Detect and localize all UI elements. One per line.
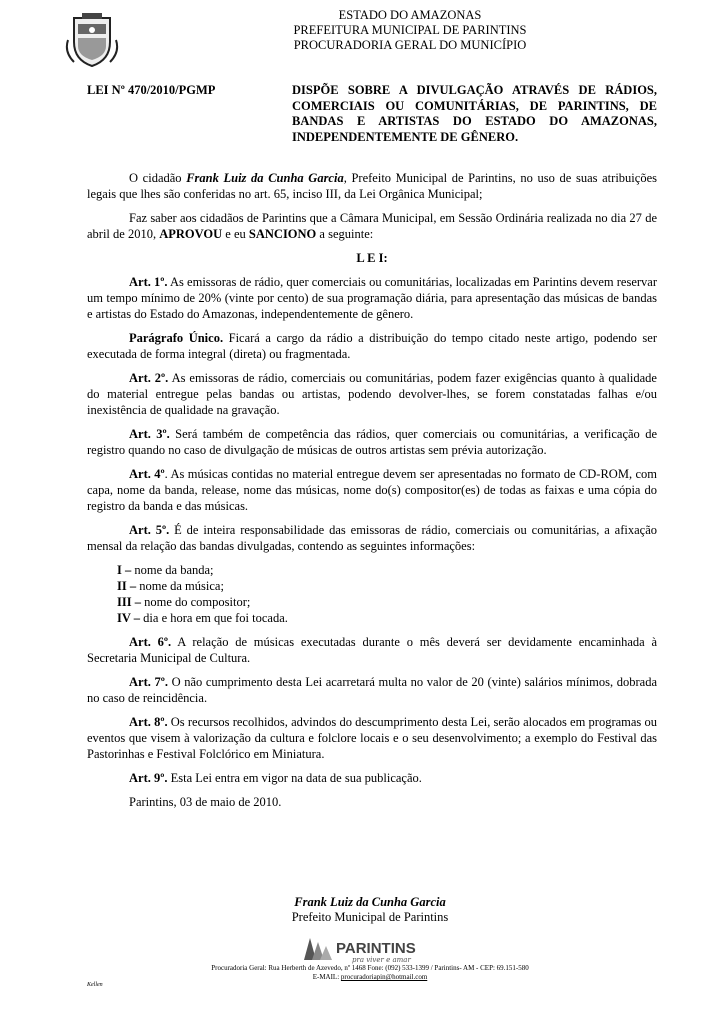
list-item: II – nome da música;: [117, 579, 224, 593]
parintins-logo-icon: [300, 934, 440, 964]
law-number: LEI Nº 470/2010/PGMP: [87, 83, 216, 97]
article-9: Art. 9º. Esta Lei entra em vigor na data de sua publicação.: [129, 771, 422, 785]
article-7: Art. 7º. O não cumprimento desta Lei acarretará multa no valor de 20 (vinte) salários mínimos, dobrada no caso de reincidência.: [87, 675, 658, 705]
place-date: Parintins, 03 de maio de 2010.: [129, 795, 282, 809]
coat-of-arms-icon: [64, 12, 120, 68]
signatory-name: Frank Luiz da Cunha Garcia: [294, 895, 446, 909]
list-item: III – nome do compositor;: [117, 595, 251, 609]
email-link[interactable]: procuradoriapin@hotmail.com: [340, 973, 428, 981]
typist-initials: Kellen: [87, 982, 103, 988]
logo-word: PARINTINS: [336, 940, 416, 957]
signatory-role: Prefeito Municipal de Parintins: [291, 910, 449, 924]
article-1: Art. 1º. As emissoras de rádio, quer comerciais ou comunitárias, localizadas em Parintins devem reservar um tempo mínimo de 20% (vinte por cento) de sua programação diária, para apresentação das músicas de bandas e artistas do Estado do Amazonas, independentemente de gênero.: [87, 275, 657, 321]
footer-address: Procuradoria Geral: Rua Herberth de Azevedo, nº 1468 Fone: (092) 533-1399 / Parintins- AM - CEP: 69.151-580: [211, 964, 529, 972]
signature-block: [230, 895, 510, 925]
letterhead: [260, 8, 560, 53]
paragrafo-unico: Parágrafo Único. Ficará a cargo da rádio a distribuição do tempo citado neste artigo, podendo ser executada de forma integral (direta) ou fragmentada.: [87, 331, 657, 361]
article-5-items: [87, 562, 657, 626]
intro-paragraph-1: O cidadão Frank Luiz da Cunha Garcia, Prefeito Municipal de Parintins, no uso de suas atribuições legais que lhes são conferidas no art. 65, inciso III, da Lei Orgânica Municipal;: [87, 171, 657, 201]
article-3: Art. 3º. Será também de competência das rádios, quer comerciais ou comunitárias, a verificação de registro quando no caso de divulgação de músicas de outros artistas sem prévia autorização.: [87, 427, 657, 457]
header-prefeitura: PREFEITURA MUNICIPAL DE PARINTINS: [293, 23, 527, 37]
law-body: [87, 170, 657, 818]
list-item: IV – dia e hora em que foi tocada.: [117, 611, 288, 625]
header-procuradoria: PROCURADORIA GERAL DO MUNICÍPIO: [293, 38, 527, 52]
lei-heading: L E I:: [356, 251, 388, 265]
logo-tagline: pra viver e amar: [352, 956, 411, 964]
header-state: ESTADO DO AMAZONAS: [338, 8, 482, 22]
footer: [150, 964, 590, 982]
law-ementa: DISPÕE SOBRE A DIVULGAÇÃO ATRAVÉS DE RÁDIOS, COMERCIAIS OU COMUNITÁRIAS, DE PARINTINS, DE BANDAS E ARTISTAS DO ESTADO DO AMAZONAS, INDEPENDENTEMENTE DE GÊNERO.: [292, 83, 657, 144]
article-2: Art. 2º. As emissoras de rádio, comerciais ou comunitárias, podem fazer exigências quanto à qualidade do material entregue pelas bandas ou artistas, podendo devolver-lhes, se forem constatadas falhas e/ou inexistência de qualidade na gravação.: [87, 371, 657, 417]
intro-paragraph-2: Faz saber aos cidadãos de Parintins que a Câmara Municipal, em Sessão Ordinária realizada no dia 27 de abril de 2010, APROVOU e eu SANCIONO a seguinte:: [87, 211, 657, 241]
list-item: I – nome da banda;: [117, 563, 214, 577]
article-8: Art. 8º. Os recursos recolhidos, advindos do descumprimento desta Lei, serão alocados em programas ou eventos que visem à valorização da cultura e folclore locais e o seu desenvolvimento; a exemplo do Festival das Pastorinhas e Festival Folclórico em Miniatura.: [87, 715, 657, 761]
mayor-name: Frank Luiz da Cunha Garcia: [186, 171, 344, 185]
article-6: Art. 6º. A relação de músicas executadas durante o mês deverá ser devidamente encaminhada à Secretaria Municipal de Cultura.: [87, 635, 658, 665]
article-5: Art. 5º. É de inteira responsabilidade das emissoras de rádio, comerciais ou comunitárias, a afixação mensal da relação das bandas divulgadas, contendo as seguintes informações:: [87, 523, 657, 553]
article-4: Art. 4º. As músicas contidas no material entregue devem ser apresentadas no formato de CD-ROM, com capa, nome da banda, release, nome das músicas, nome do(s) compositor(es) de todas as faixas e uma cópia do registro da banda e das músicas.: [87, 467, 657, 513]
footer-email-line: E-MAIL: procuradoriapin@hotmail.com: [312, 973, 428, 981]
